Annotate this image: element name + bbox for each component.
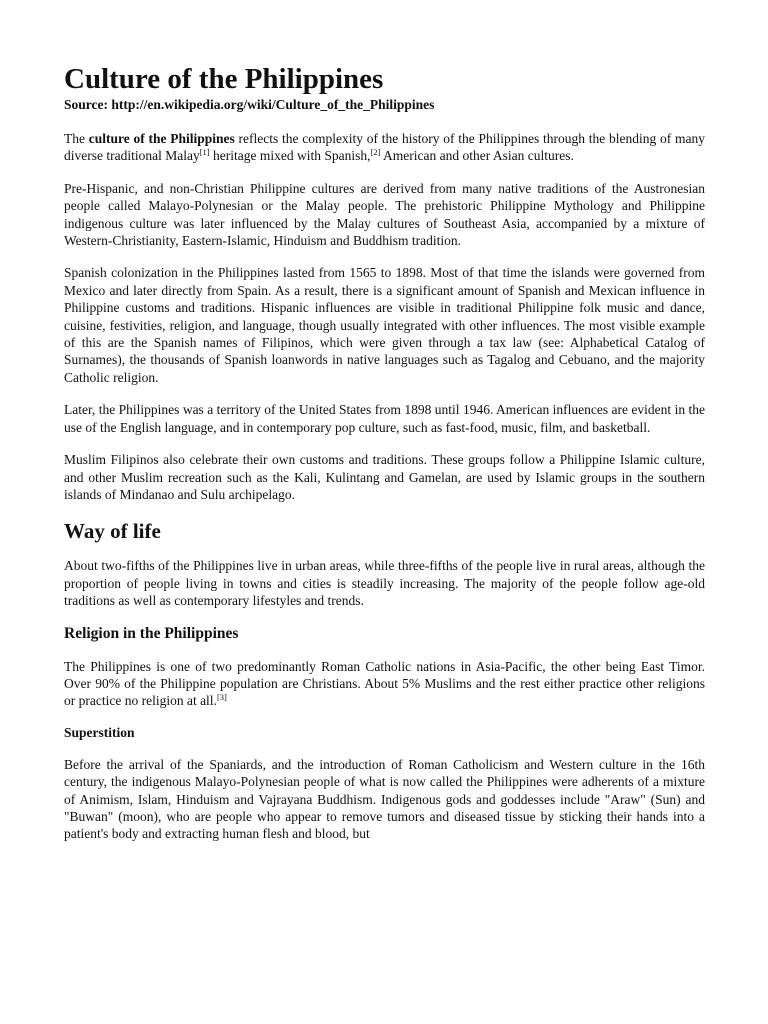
heading-superstition: Superstition bbox=[64, 724, 135, 740]
paragraph-religion bbox=[64, 658, 705, 710]
paragraph-spanish-colonization: Spanish colonization in the Philippines lasted from 1565 to 1898. Most of that time the islands were governed from Mexico and later directly from Spain. As a result, there is a significant amount of Spanish and Mexican influence in Philippine customs and traditions. Hispanic influences are visible in traditional Philippine folk music and dance, cuisine, festivities, religion, and language, though usually integrated with other influences. The most visible example of this are the Spanish names of Filipinos, which were given through a tax law (see: Alphabetical Catalog of Surnames), the thousands of Spanish loanwords in native languages such as Tagalog and Cebuano, and the majority Catholic religion. bbox=[64, 265, 705, 385]
intro-text-1: reflects the complexity of the history of the Philippines through the blending of many diverse traditional Malay bbox=[64, 131, 705, 164]
paragraph-muslim-filipinos: Muslim Filipinos also celebrate their own customs and traditions. These groups follow a Philippine Islamic culture, and other Muslim recreation such as the Kali, Kulintang and Gamelan, are used by Islamic groups in the southern islands of Mindanao and Sulu archipelago. bbox=[64, 452, 705, 502]
document-page bbox=[64, 62, 705, 858]
paragraph-american-period: Later, the Philippines was a territory of the United States from 1898 until 1946. American influences are evident in the use of the English language, and in contemporary pop culture, such as fast-food, music, film, and basketball. bbox=[64, 402, 705, 435]
source-line: Source: http://en.wikipedia.org/wiki/Culture_of_the_Philippines bbox=[64, 97, 435, 112]
paragraph-way-of-life: About two-fifths of the Philippines live in urban areas, while three-fifths of the people live in rural areas, although the proportion of people living in towns and cities is steadily increasing. The majority of the people follow age-old traditions as well as contemporary lifestyles and trends. bbox=[64, 558, 705, 609]
paragraph-pre-hispanic: Pre-Hispanic, and non-Christian Philippine cultures are derived from many native traditions of the Austronesian people called Malayo-Polynesian or the Malay people. The prehistoric Philippine Mythology and Philippine indigenous culture was later influenced by the Malay cultures of Southeast Asia, accompanied by a mixture of Western-Christianity, Eastern-Islamic, Hinduism and Buddhism tradition. bbox=[64, 180, 705, 249]
intro-text-3: American and other Asian cultures. bbox=[380, 148, 574, 164]
page-title: Culture of the Philippines bbox=[64, 63, 384, 95]
citation-1[interactable]: [1] bbox=[199, 147, 210, 158]
citation-2[interactable]: [2] bbox=[370, 147, 381, 158]
intro-paragraph bbox=[64, 130, 705, 165]
religion-text: The Philippines is one of two predominantly Roman Catholic nations in Asia-Pacific, the other being East Timor. Over 90% of the Philippine population are Christians. About 5% Muslims and the rest either practice other religions or practice no religion at all. bbox=[64, 658, 705, 709]
intro-text-2: heritage mixed with Spanish, bbox=[209, 148, 371, 164]
citation-3[interactable]: [3] bbox=[216, 692, 227, 703]
heading-religion: Religion in the Philippines bbox=[64, 624, 239, 642]
paragraph-superstition: Before the arrival of the Spaniards, and the introduction of Roman Catholicism and Western culture in the 16th century, the indigenous Malayo-Polynesian people of what is now called the Philippines were adherents of a mixture of Animism, Islam, Hinduism and Vajrayana Buddhism. Indigenous gods and goddesses include "Araw" (Sun) and "Buwan" (moon), who are people who appear to remove tumors and diseased tissue by sticking their hands into a patient's body and extracting human flesh and blood, but bbox=[64, 756, 705, 842]
intro-bold-term: culture of the Philippines bbox=[88, 131, 235, 146]
heading-way-of-life: Way of life bbox=[64, 519, 161, 544]
intro-lead: The bbox=[64, 131, 89, 146]
